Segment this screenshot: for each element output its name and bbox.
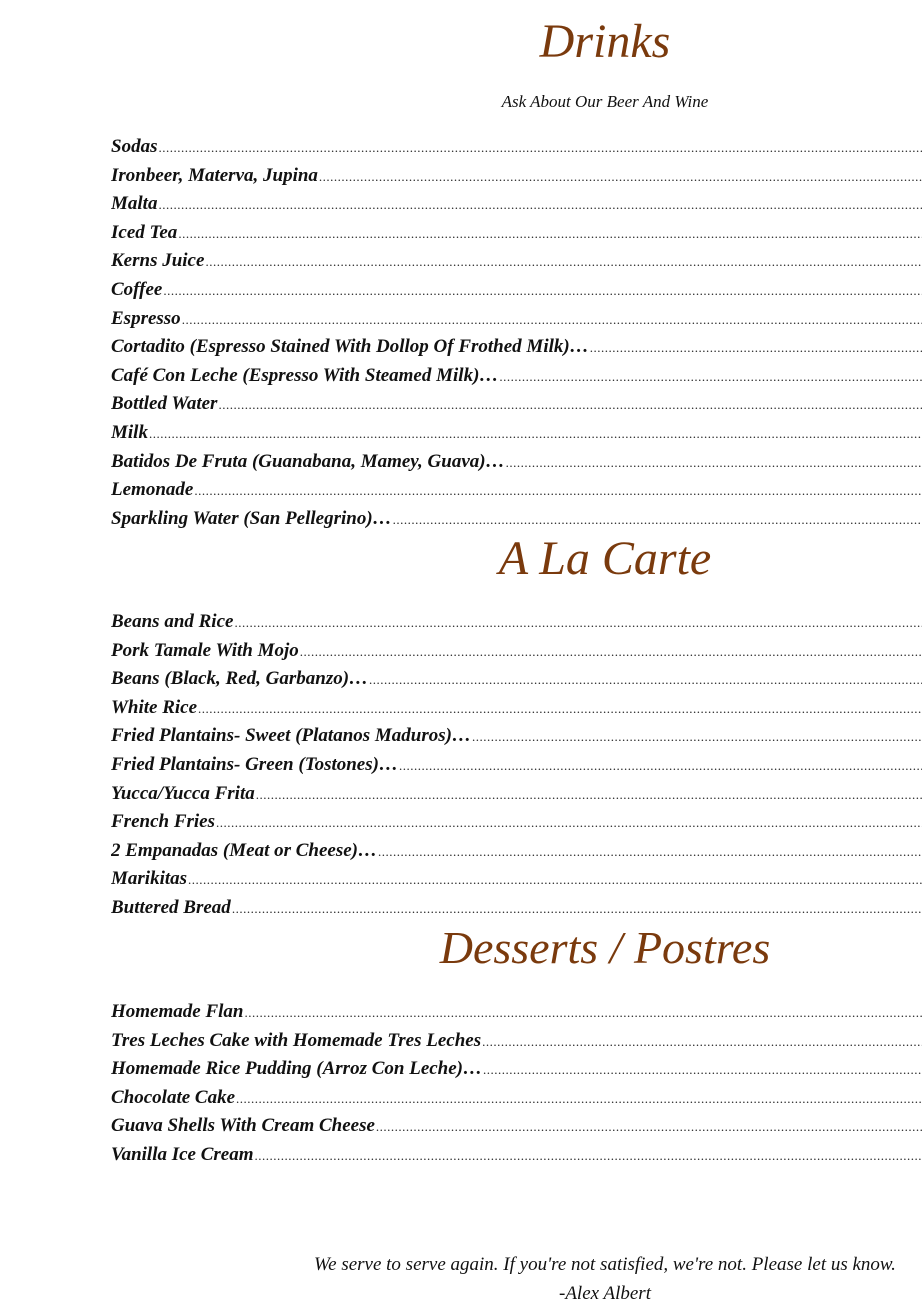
- menu-item: [111, 305, 922, 334]
- dot-leader: [378, 838, 922, 866]
- dot-leader: [319, 163, 922, 191]
- menu-item-name: Homemade Rice Pudding (Arroz Con Leche)…: [111, 1058, 483, 1079]
- menu-item-name: Milk: [111, 421, 148, 443]
- footer-quote: We serve to serve again. If you're not satisfied, we're not. Please let us know.: [314, 1254, 896, 1275]
- dot-leader: [158, 134, 922, 162]
- menu-item: [111, 894, 922, 923]
- menu-item: [111, 751, 922, 780]
- menu-item: [111, 219, 922, 248]
- dot-leader: [499, 363, 922, 391]
- menu-item-name: Coffee: [111, 278, 163, 300]
- menu-item-name: Fried Plantains- Sweet (Platanos Maduros)…: [111, 725, 471, 747]
- menu-item: [111, 665, 922, 694]
- menu-item-name: Fried Plantains- Green (Tostones)…: [111, 753, 398, 775]
- menu-item: [111, 162, 922, 191]
- desserts-heading: Desserts / Postres: [439, 922, 771, 973]
- menu-item: [111, 865, 922, 894]
- menu-item-name: Beans and Rice: [111, 611, 234, 632]
- menu-item-name: Lemonade: [111, 479, 194, 501]
- dot-leader: [218, 391, 922, 419]
- menu-item: [111, 608, 922, 637]
- menu-item: [111, 694, 922, 723]
- menu-item: [111, 722, 922, 751]
- dot-leader: [506, 449, 922, 477]
- menu-item-name: Bottled Water: [111, 393, 218, 415]
- dot-leader: [149, 420, 922, 448]
- menu-item: [111, 1084, 922, 1113]
- menu-item-name: Yucca/Yucca Frita: [111, 782, 255, 804]
- menu-item-name: Malta: [111, 193, 158, 215]
- menu-item: [111, 476, 922, 505]
- dot-leader: [483, 1056, 922, 1084]
- desserts-list: [111, 998, 922, 1169]
- menu-item-name: Vanilla Ice Cream: [111, 1143, 254, 1165]
- menu-item: [111, 419, 922, 448]
- menu-item: [111, 390, 922, 419]
- menu-item: [111, 637, 922, 666]
- dot-leader: [369, 666, 922, 694]
- dot-leader: [205, 248, 922, 276]
- dot-leader: [234, 609, 922, 637]
- dot-leader: [482, 1028, 922, 1056]
- menu-item-name: Tres Leches Cake with Homemade Tres Leches: [111, 1029, 482, 1051]
- menu-item: [111, 1112, 922, 1141]
- dot-leader: [236, 1085, 922, 1113]
- menu-item-name: Sodas: [111, 136, 158, 157]
- menu-item: [111, 276, 922, 305]
- dot-leader: [232, 895, 922, 923]
- dot-leader: [376, 1113, 922, 1141]
- dot-leader: [163, 277, 922, 305]
- menu-item: [111, 362, 922, 391]
- menu-item: [111, 837, 922, 866]
- dot-leader: [216, 809, 922, 837]
- dot-leader: [399, 752, 922, 780]
- dot-leader: [188, 866, 922, 894]
- menu-item: [111, 1141, 922, 1170]
- menu-item: [111, 505, 922, 534]
- menu-item: [111, 247, 922, 276]
- footer-author: -Alex Albert: [559, 1283, 651, 1304]
- menu-item: [111, 133, 922, 162]
- menu-item-name: Buttered Bread: [111, 896, 231, 918]
- menu-item-name: Pork Tamale With Mojo: [111, 639, 299, 661]
- dot-leader: [590, 334, 922, 362]
- menu-item-name: Marikitas: [111, 868, 188, 890]
- a-la-carte-list: [111, 608, 922, 923]
- menu-item: [111, 780, 922, 809]
- drinks-list: [111, 133, 922, 533]
- menu-item-name: Café Con Leche (Espresso With Steamed Milk)…: [111, 364, 499, 386]
- menu-item: [111, 333, 922, 362]
- menu-item-name: White Rice: [111, 696, 198, 718]
- dot-leader: [244, 999, 922, 1027]
- menu-item: [111, 1027, 922, 1056]
- menu-item-name: Kerns Juice: [111, 250, 205, 272]
- menu-item-name: Beans (Black, Red, Garbanzo)…: [111, 668, 369, 690]
- menu-item-name: Guava Shells With Cream Cheese: [111, 1115, 375, 1136]
- menu-item-name: Espresso: [111, 307, 181, 329]
- menu-item-name: Iced Tea: [111, 221, 178, 243]
- dot-leader: [255, 1142, 922, 1170]
- menu-item: [111, 808, 922, 837]
- menu-item-name: Homemade Flan: [111, 1001, 244, 1022]
- menu-item-name: Sparkling Water (San Pellegrino)…: [111, 507, 392, 529]
- dot-leader: [194, 477, 922, 505]
- menu-item-name: Ironbeer, Materva, Jupina: [111, 164, 318, 186]
- menu-item-name: Chocolate Cake: [111, 1086, 236, 1108]
- beer-wine-note: Ask About Our Beer And Wine: [501, 92, 709, 111]
- menu-item-name: Cortadito (Espresso Stained With Dollop Of Frothed Milk)…: [111, 336, 589, 358]
- dot-leader: [158, 191, 922, 219]
- dot-leader: [472, 723, 922, 751]
- a-la-carte-heading: A La Carte: [498, 532, 712, 585]
- drinks-heading: Drinks: [539, 15, 671, 68]
- menu-item: [111, 448, 922, 477]
- menu-item-name: Batidos De Fruta (Guanabana, Mamey, Guava)…: [111, 450, 505, 472]
- menu-item: [111, 190, 922, 219]
- dot-leader: [198, 695, 922, 723]
- dot-leader: [300, 638, 922, 666]
- dot-leader: [182, 306, 922, 334]
- dot-leader: [178, 220, 922, 248]
- menu-item-name: French Fries: [111, 811, 215, 833]
- menu-item: [111, 1055, 922, 1084]
- menu-item: [111, 998, 922, 1027]
- dot-leader: [393, 506, 922, 534]
- dot-leader: [256, 781, 922, 809]
- menu-item-name: 2 Empanadas (Meat or Cheese)…: [111, 839, 377, 861]
